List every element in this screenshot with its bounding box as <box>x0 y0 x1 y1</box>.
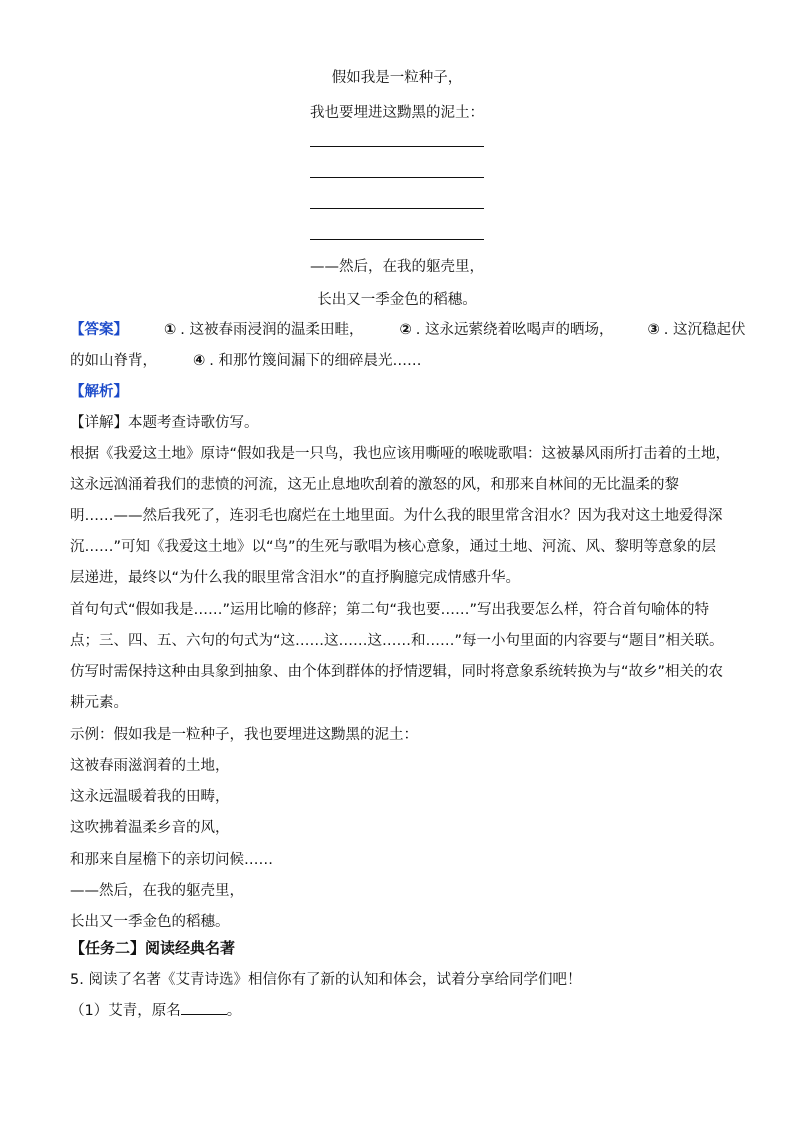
answer-item-2: . 这永远萦绕着吆喝声的晒场， <box>415 322 614 338</box>
example-line: 这永远温暖着我的田畴， <box>70 789 230 805</box>
poem-line-1: 假如我是一粒种子， <box>331 70 463 86</box>
poem-line-2: 我也要埋进这黝黑的泥土： <box>310 105 484 121</box>
analysis-tag: 【解析】 <box>70 384 128 400</box>
poem-blank-3 <box>310 208 484 209</box>
analysis-line: 耕元素。 <box>70 695 128 711</box>
example-line: 示例：假如我是一粒种子，我也要埋进这黝黑的泥土： <box>70 727 418 743</box>
answer-row-2 <box>70 349 422 370</box>
answer-blank[interactable] <box>181 1002 227 1015</box>
poem-blank-4 <box>310 239 484 240</box>
question-5-1-prefix: （1）艾青，原名 <box>70 1003 181 1019</box>
answer-row-1 <box>70 318 746 339</box>
example-line: ——然后，在我的躯壳里， <box>70 883 244 899</box>
analysis-line: 点；三、四、五、六句的句式为“这……这……这……和……”每一小句里面的内容要与“题目”相关联。 <box>70 633 724 649</box>
analysis-line: 沉……”可知《我爱这土地》以“鸟”的生死与歌唱为核心意象，通过土地、河流、风、黎明等意象的层 <box>70 539 717 555</box>
question-5-1 <box>70 999 241 1020</box>
question-5: 5. 阅读了名著《艾青诗选》相信你有了新的认知和体会，试着分享给同学们吧！ <box>70 972 582 988</box>
answer-marker-4: ④ <box>193 353 206 369</box>
answer-item-1: . 这被春雨浸润的温柔田畦， <box>180 322 364 338</box>
example-line: 这被春雨滋润着的土地， <box>70 758 230 774</box>
task2-heading: 【任务二】阅读经典名著 <box>70 939 236 957</box>
analysis-line: 层递进，最终以“为什么我的眼里常含泪水”的直抒胸臆完成情感升华。 <box>70 570 521 586</box>
poem-line-3: ——然后，在我的躯壳里， <box>310 259 484 275</box>
answer-marker-1: ① <box>164 322 177 338</box>
answer-marker-2: ② <box>399 322 412 338</box>
analysis-line: 根据《我爱这土地》原诗“假如我是一只鸟，我也应该用嘶哑的喉咙歌唱：这被暴风雨所打击着的土地， <box>70 446 731 462</box>
analysis-line: 首句句式“假如我是……”运用比喻的修辞；第二句“我也要……”写出我要怎么样，符合首句喻体的特 <box>70 602 710 618</box>
analysis-line: 这永远汹涌着我们的悲愤的河流，这无止息地吹刮着的激怒的风，和那来自林间的无比温柔的黎 <box>70 477 679 493</box>
example-line: 长出又一季金色的稻穗。 <box>70 914 230 930</box>
answer-marker-3: ③ <box>647 322 660 338</box>
analysis-line: 仿写时需保持这种由具象到抽象、由个体到群体的抒情逻辑，同时将意象系统转换为与“故乡”相关的农 <box>70 664 724 680</box>
answer-item-4: . 和那竹篾间漏下的细碎晨光…… <box>209 353 422 369</box>
answer-item-3: . 这沉稳起伏 <box>663 322 746 338</box>
poem-blank-1 <box>310 146 484 147</box>
answer-tag: 【答案】 <box>70 322 128 338</box>
poem-line-4: 长出又一季金色的稻穗。 <box>317 292 477 308</box>
poem-blank-2 <box>310 177 484 178</box>
example-line: 和那来自屋檐下的亲切问候…… <box>70 852 273 868</box>
analysis-line: 【详解】本题考查诗歌仿写。 <box>70 415 259 431</box>
example-line: 这吹拂着温柔乡音的风， <box>70 820 230 836</box>
answer-item-3-cont: 的如山脊背， <box>70 353 157 369</box>
analysis-line: 明……——然后我死了，连羽毛也腐烂在土地里面。为什么我的眼里常含泪水？因为我对这土地爱得深 <box>70 508 723 524</box>
question-5-1-suffix: 。 <box>226 1003 242 1019</box>
